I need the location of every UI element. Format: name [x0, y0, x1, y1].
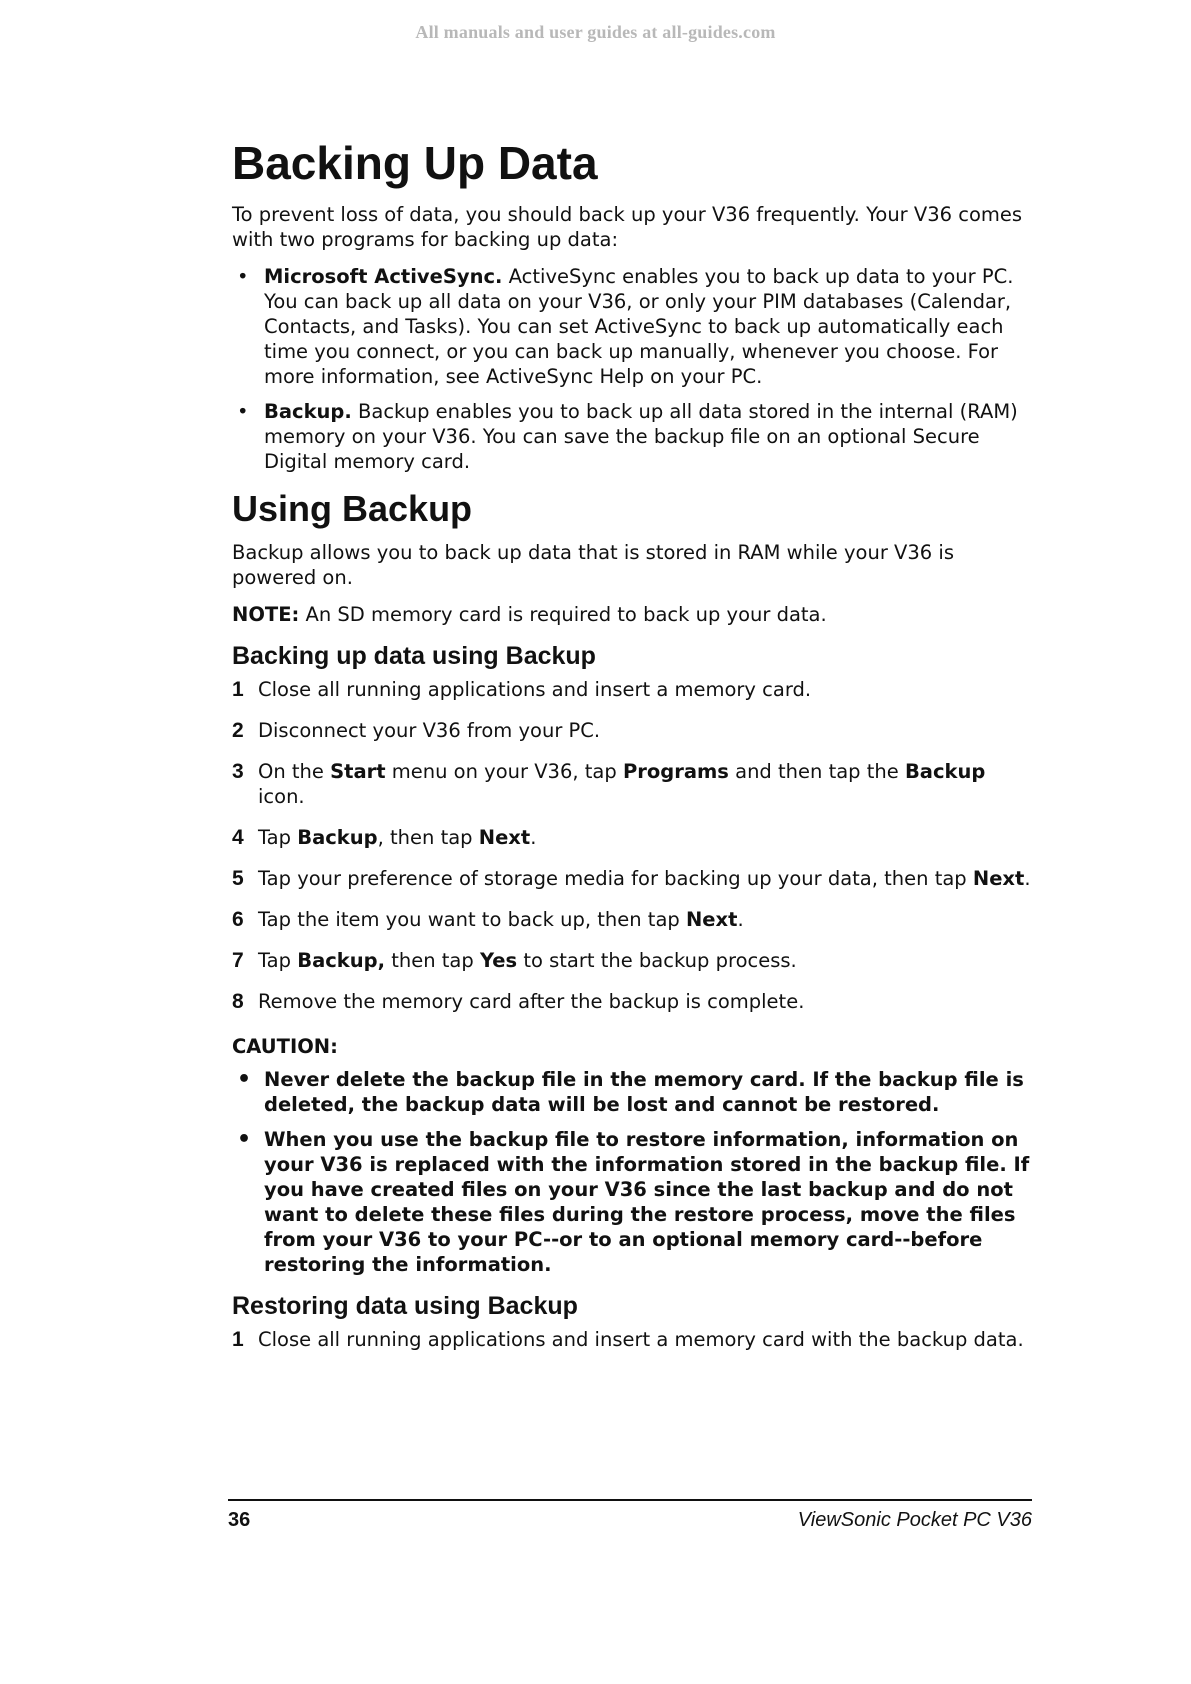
step-item [232, 989, 1032, 1014]
step-text: Close all running applications and insert a memory card with the backup data. [258, 1328, 1024, 1351]
subsection-title-backing-up: Backing up data using Backup [232, 642, 596, 670]
step-text: . [530, 826, 537, 849]
list-item [232, 399, 1032, 474]
intro-paragraph: To prevent loss of data, you should back up your V36 frequently. Your V36 comes with two programs for backing up data: [232, 203, 1023, 251]
page-number: 36 [228, 1509, 251, 1531]
step-item [232, 759, 1032, 809]
program-label: Microsoft ActiveSync. [264, 265, 503, 288]
step-keyword: Backup [297, 826, 378, 849]
caution-title: CAUTION: [232, 1035, 338, 1058]
step-number: 2 [232, 719, 244, 742]
step-text: Close all running applications and insert a memory card. [258, 678, 812, 701]
step-keyword: Next [685, 908, 738, 931]
step-number: 4 [232, 826, 244, 849]
step-text: then tap [385, 949, 480, 972]
caution-list [232, 1067, 1032, 1277]
step-keyword: Backup [904, 760, 986, 783]
step-text: Tap your preference of storage media for backing up your data, then tap [258, 867, 973, 890]
step-text: and then tap the [728, 760, 905, 783]
step-number: 1 [232, 1328, 244, 1351]
manual-page [232, 136, 1032, 1368]
step-text: . [737, 908, 744, 931]
step-number: 8 [232, 990, 244, 1013]
step-text: . [1024, 867, 1031, 890]
backup-steps [232, 677, 1032, 1014]
program-text: Backup enables you to back up all data stored in the internal (RAM) memory on your V36. You can save the backup file on an optional Secure Digital memory card. [264, 400, 1018, 473]
step-text: to start the backup process. [517, 949, 797, 972]
step-text: menu on your V36, tap [385, 760, 623, 783]
step-text: Tap [258, 949, 298, 972]
caution-item: • When you use the backup file to restore information, information on your V36 is replaced with the information stored in the backup file. If you have created files on your V36 since the last backup and do not want to delete these files during the restore process, move the files from your V36 to your PC--or to an optional memory card--before restoring the information. [232, 1127, 1032, 1277]
section-title-using-backup: Using Backup [232, 488, 473, 529]
page-title: Backing Up Data [232, 137, 598, 189]
step-keyword: Next [972, 867, 1025, 890]
product-name: ViewSonic Pocket PC V36 [797, 1509, 1032, 1531]
step-number: 3 [232, 760, 244, 783]
note-text: An SD memory card is required to back up your data. [299, 603, 827, 626]
step-number: 7 [232, 949, 244, 972]
step-number: 6 [232, 908, 244, 931]
step-keyword: Backup, [297, 949, 386, 972]
restore-steps [232, 1327, 1032, 1352]
step-text: On the [258, 760, 331, 783]
step-keyword: Programs [622, 760, 729, 783]
step-item [232, 677, 1032, 702]
step-keyword: Start [330, 760, 386, 783]
watermark: All manuals and user guides at all-guides.com [415, 22, 776, 42]
note [232, 602, 1032, 627]
program-text: ActiveSync enables you to back up data to your PC. You can back up all data on your V36, or only your PIM databases (Calendar, Contacts, and Tasks). You can set ActiveSync to back up automatically each time you connect, or you can back up manually, whenever you choose. For more information, see ActiveSync Help on your PC. [264, 265, 1014, 388]
step-text: Tap [258, 826, 298, 849]
list-item [232, 264, 1032, 389]
using-backup-description: Backup allows you to back up data that is stored in RAM while your V36 is powered on. [232, 541, 954, 589]
step-number: 5 [232, 867, 244, 890]
step-text: , then tap [377, 826, 479, 849]
note-label: NOTE: [232, 603, 300, 626]
step-text: Disconnect your V36 from your PC. [258, 719, 601, 742]
step-item [232, 907, 1032, 932]
step-item [232, 866, 1032, 891]
program-label: Backup. [264, 400, 352, 423]
step-item [232, 825, 1032, 850]
subsection-title-restoring: Restoring data using Backup [232, 1292, 578, 1320]
program-list [232, 264, 1032, 474]
step-item [232, 718, 1032, 743]
page-footer [228, 1499, 1032, 1532]
step-text: Tap the item you want to back up, then tap [258, 908, 686, 931]
step-text: icon. [258, 785, 305, 808]
step-text: Remove the memory card after the backup is complete. [258, 990, 805, 1013]
caution-item: • Never delete the backup file in the memory card. If the backup file is deleted, the backup data will be lost and cannot be restored. [232, 1067, 1032, 1117]
step-number: 1 [232, 678, 244, 701]
step-keyword: Next [478, 826, 531, 849]
step-keyword: Yes [479, 949, 518, 972]
step-item [232, 948, 1032, 973]
step-item [232, 1327, 1032, 1352]
